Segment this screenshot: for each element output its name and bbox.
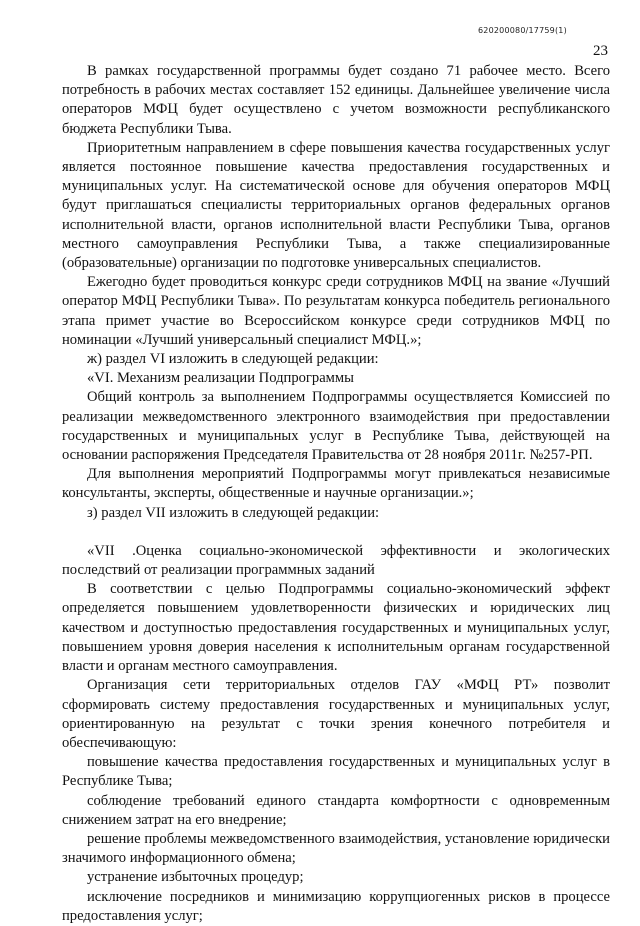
paragraph-network-organization: Организация сети территориальных отделов ГАУ «МФЦ РТ» позволит сформировать систему предоставления государственных и муниципальных услуг, ориентированную на результат с точки зрения конечного потребителя и обеспечивающую: — [62, 677, 610, 751]
section-vii-heading: «VII .Оценка социально-экономической эффективности и экологических последствий от реализации программных заданий — [62, 542, 610, 579]
paragraph-priority-direction: Приоритетным направлением в сфере повышения качества государственных услуг является постоянное повышение качества предоставления государственных и муниципальных услуг. На систематической основе для обучения операторов МФЦ будут приглашаться специалисты территориальных органов федеральных органов исполнительной власти, органов исполнительной власти Республики Тыва, органов местного самоуправления Республики Тыва, а также специализированные (образовательные) организации по подготовке универсальных специалистов. — [62, 139, 610, 272]
paragraph-section-vi-intro: ж) раздел VI изложить в следующей редакции: — [87, 351, 379, 368]
paragraph-section-vii-intro: з) раздел VII изложить в следующей редакции: — [87, 504, 380, 521]
list-item-comfort-standard: соблюдение требований единого стандарта комфортности с одновременным снижением затрат на его внедрение; — [62, 792, 610, 828]
page-number: 23 — [593, 43, 608, 59]
section-vi-heading: «VI. Механизм реализации Подпрограммы — [87, 370, 354, 387]
document-body — [62, 62, 610, 926]
paragraph-annual-contest: Ежегодно будет проводиться конкурс среди сотрудников МФЦ на звание «Лучший оператор МФЦ Республики Тыва». По результатам конкурса победитель регионального этапа примет участие во Всероссийском конкурсе среди сотрудников МФЦ по номинации «Лучший универсальный специалист МФЦ.»; — [62, 274, 610, 348]
list-item-procedures: устранение избыточных процедур; — [87, 869, 304, 886]
paragraph-socio-economic-effect: В соответствии с целью Подпрограммы социально-экономический эффект определяется повышением удовлетворенности физических и юридических лиц качеством и доступностью предоставления государственных и муниципальных услуг, повышением уровня доверия населения к исполнительным органам государственной власти и органам местного самоуправления. — [62, 581, 610, 675]
paragraph-workplaces: В рамках государственной программы будет создано 71 рабочее место. Всего потребность в рабочих местах составляет 152 единицы. Дальнейшее увеличение числа операторов МФЦ будет осуществлено с учетом возможности республиканского бюджета Республики Тыва. — [62, 63, 610, 137]
paragraph-consultants: Для выполнения мероприятий Подпрограммы могут привлекаться независимые консультанты, эксперты, общественные и научные организации.»; — [62, 466, 610, 502]
list-item-interagency: решение проблемы межведомственного взаимодействия, установление юридически значимого информационного обмена; — [62, 830, 610, 867]
paragraph-general-control: Общий контроль за выполнением Подпрограммы осуществляется Комиссией по реализации межведомственного электронного взаимодействия при предоставлении государственных и муниципальных услуг в Республике Тыва, действующей на основании распоряжения Председателя Правительства от 28 ноября 2011г. №257-РП. — [62, 389, 610, 464]
document-id: 620200080/17759(1) — [478, 26, 567, 35]
list-item-intermediaries: исключение посредников и минимизацию коррупциогенных рисков в процессе предоставления услуг; — [62, 888, 610, 924]
list-item-quality: повышение качества предоставления государственных и муниципальных услуг в Республике Тыва; — [62, 754, 610, 790]
